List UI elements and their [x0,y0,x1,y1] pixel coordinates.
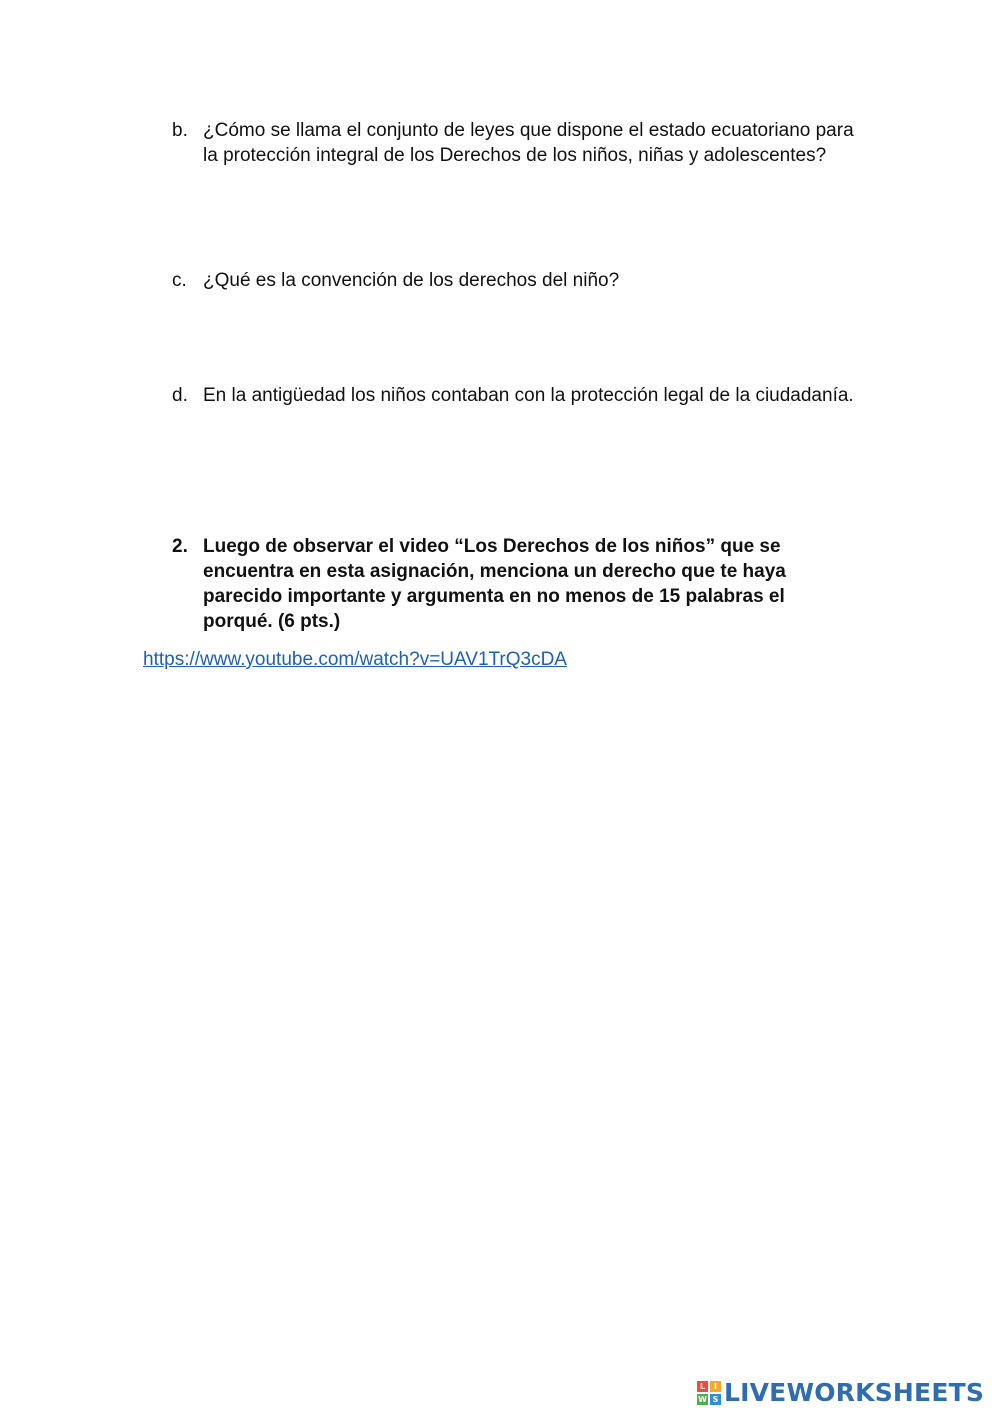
logo-icon [697,1381,721,1405]
liveworksheets-logo [697,1378,984,1408]
question-2-text: Luego de observar el video “Los Derechos de los niños” que se encuentra en esta asignación, menciona un derecho que te haya parecido importante y argumenta en no menos de 15 palabras el porqué. (6 pts.) [203,536,786,632]
video-link[interactable]: https://www.youtube.com/watch?v=UAV1TrQ3cDA [143,649,567,670]
logo-text: LIVEWORKSHEETS [724,1378,985,1407]
logo-cell-s: S [710,1394,721,1405]
logo-cell-w: W [698,1395,707,1404]
question-b [172,118,872,168]
question-c-marker: c. [172,270,187,291]
logo-cell-i: I [710,1381,721,1392]
question-d-marker: d. [172,385,188,406]
question-2 [172,534,837,634]
question-d-text: En la antigüedad los niños contaban con la protección legal de la ciudadanía. [203,385,854,406]
question-b-marker: b. [172,120,188,141]
logo-cell-l: L [697,1381,708,1392]
question-c [172,268,872,293]
question-d [172,383,872,408]
question-2-marker: 2. [172,536,188,557]
question-b-text: ¿Cómo se llama el conjunto de leyes que dispone el estado ecuatoriano para la protección integral de los Derechos de los niños, niñas y adolescentes? [203,120,854,166]
question-c-text: ¿Qué es la convención de los derechos del niño? [203,270,620,291]
